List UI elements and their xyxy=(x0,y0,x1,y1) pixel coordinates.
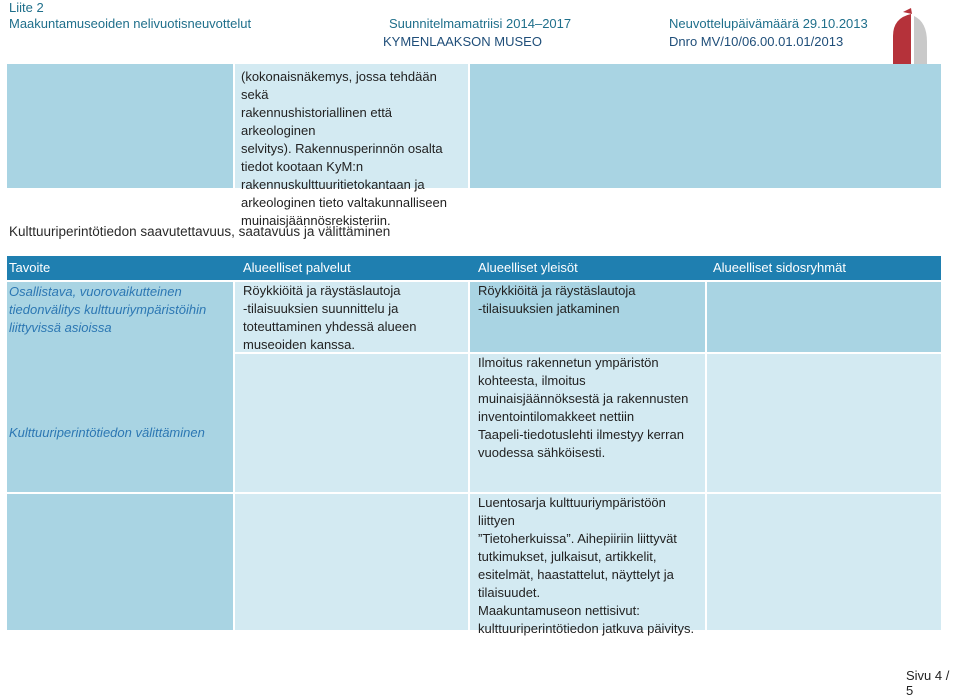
audience-text-3: Luentosarja kulttuuriympäristöön liittyen ”Tietoherkuissa”. Aihepiiriin liittyvät tutkimukset, julkaisut, artikkelit, esitelmät, haastattelut, näyttelyt ja tilaisuudet. Maakuntamuseon nettisivut: kulttuuriperintötiedon jatkuva päivitys. xyxy=(478,495,695,636)
audience-cell-3 xyxy=(470,494,705,636)
table-header-row xyxy=(7,256,941,280)
goal-cell-1 xyxy=(7,282,233,492)
audience-text-2: Ilmoitus rakennetun ympäristön kohteesta, ilmoitus muinaisjäännöksestä ja rakennusten inventointilomakkeet nettiin Taapeli-tiedotuslehti ilmestyy kerran vuodessa sähköisesti. xyxy=(478,355,689,460)
page-header xyxy=(0,0,960,55)
goal-text-2: Kulttuuriperintötiedon välittäminen xyxy=(9,425,205,440)
goal-text-1: Osallistava, vuorovaikutteinen tiedonvälitys kulttuuriympäristöihin liittyvissä asioissa xyxy=(9,284,207,335)
date-label: Neuvottelupäivämäärä 29.10.2013 xyxy=(669,16,868,31)
audience-text-1: Röykkiöitä ja räystäslautoja -tilaisuuksien jatkaminen xyxy=(478,283,636,316)
top-cell-text: (kokonaisnäkemys, jossa tehdään sekä rakennushistoriallinen että arkeologinen selvitys). Rakennusperinnön osalta tiedot kootaan KyM:n rakennuskulttuuritietokantaan ja arkeologinen tieto valtakunnalliseen muinaisjäännösrekisteriin. xyxy=(241,69,447,228)
museum-label: KYMENLAAKSON MUSEO xyxy=(383,34,542,49)
top-cell-2 xyxy=(235,64,468,228)
header-palvelut: Alueelliset palvelut xyxy=(243,260,351,275)
museum-logo-icon xyxy=(881,8,933,66)
liite-label: Liite 2 xyxy=(9,0,44,15)
audience-cell-2 xyxy=(470,354,705,492)
stakeholder-cell-3 xyxy=(707,494,941,630)
header-tavoite: Tavoite xyxy=(9,260,51,275)
dnro-label: Dnro MV/10/06.00.01.01/2013 xyxy=(669,34,844,49)
audience-cell-1 xyxy=(470,282,705,352)
stakeholder-cell-1 xyxy=(707,282,941,352)
header-yleisot: Alueelliset yleisöt xyxy=(478,260,578,275)
stakeholder-cell-2 xyxy=(707,354,941,492)
top-cell-1 xyxy=(7,64,233,188)
services-cell-2 xyxy=(235,354,468,492)
page-number: Sivu 4 / 5 xyxy=(906,668,950,698)
header-sidosryhmat: Alueelliset sidosryhmät xyxy=(713,260,846,275)
services-cell-3 xyxy=(235,494,468,630)
section-title: Kulttuuriperintötiedon saavutettavuus, saatavuus ja välittäminen xyxy=(9,224,391,239)
template-label: Suunnitelmamatriisi 2014–2017 xyxy=(389,16,572,31)
services-cell-1 xyxy=(235,282,468,352)
goal-cell-2 xyxy=(7,494,233,630)
services-text-1: Röykkiöitä ja räystäslautoja -tilaisuuksien suunnittelu ja toteuttaminen yhdessä alueen museoiden kanssa. xyxy=(243,283,417,352)
top-cell-3 xyxy=(470,64,941,188)
org-label: Maakuntamuseoiden nelivuotisneuvottelut xyxy=(9,16,252,31)
